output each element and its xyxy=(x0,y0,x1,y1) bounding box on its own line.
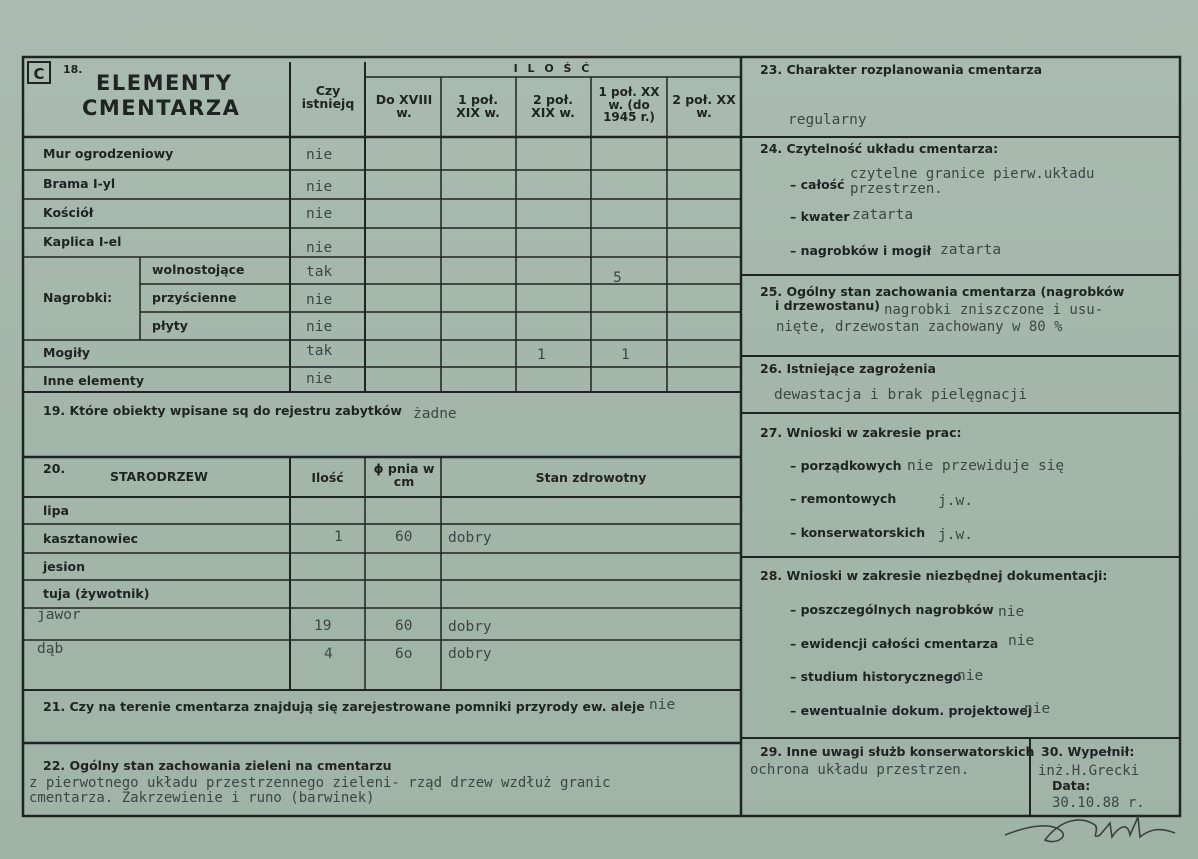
tree-name: lipa xyxy=(43,503,69,518)
s30-date: 30.10.88 r. xyxy=(1052,795,1145,811)
s27-item-label: – konserwatorskich xyxy=(790,525,926,540)
period-col-2: 1 poł. XIX w. xyxy=(456,92,500,121)
row-label: Kościół xyxy=(43,205,94,220)
s18-number: 18. xyxy=(63,63,83,76)
s27-item-value: j.w. xyxy=(938,493,973,509)
s22-label: 22. Ogólny stan zachowania zieleni na cmentarzu xyxy=(43,758,392,773)
tree-name: jesion xyxy=(43,559,85,574)
s20-title: STARODRZEW xyxy=(110,469,208,484)
s19-value: żadne xyxy=(413,406,457,422)
row-label: Mur ogrodzeniowy xyxy=(43,146,174,161)
tree-name: dąb xyxy=(37,641,64,657)
s24-nagrobkow-label: – nagrobków i mogił xyxy=(790,243,932,258)
s28-item-value: nie xyxy=(1024,701,1051,717)
tree-fi: 60 xyxy=(395,618,413,634)
tree-fi: 6o xyxy=(395,646,413,662)
nagrobki-label: Nagrobki: xyxy=(43,290,113,305)
tree-ilosc: 4 xyxy=(324,646,333,662)
s26-label: 26. Istniejące zagrożenia xyxy=(760,361,936,376)
s18-col-czy: Czy istniejq xyxy=(301,83,355,112)
row-czy: nie xyxy=(306,147,333,163)
nagrobki-czy: nie xyxy=(306,319,333,335)
s22-line2: cmentarza. Zakrzewienie i runo (barwinek) xyxy=(29,790,375,806)
s20-col-stan: Stan zdrowotny xyxy=(535,470,647,485)
mogily-count: 1 xyxy=(537,347,546,363)
period-col-5: 2 poł. XX w. xyxy=(672,92,736,121)
tree-name: tuja (żywotnik) xyxy=(43,586,150,601)
tree-ilosc: 1 xyxy=(334,529,343,545)
period-col-3: 2 poł. XIX w. xyxy=(531,92,575,121)
s20-col-fi: ϕ pnia w cm xyxy=(373,461,435,490)
s23-label: 23. Charakter rozplanowania cmentarza xyxy=(760,62,1043,77)
s26-value: dewastacja i brak pielęgnacji xyxy=(774,387,1028,403)
s25-label2: i drzewostanu) xyxy=(775,298,880,313)
s18-title-line1: ELEMENTY xyxy=(96,71,233,95)
s24-calosc-label: – całość xyxy=(790,177,845,192)
s28-item-label: – studium historycznego xyxy=(790,669,962,684)
nagrobki-type: płyty xyxy=(152,318,188,333)
s19-label: 19. Które obiekty wpisane sq do rejestru zabytków xyxy=(43,403,402,418)
s25-value1: nagrobki zniszczone i usu- xyxy=(884,302,1104,318)
row-czy: nie xyxy=(306,206,333,222)
tree-ilosc: 19 xyxy=(314,618,332,634)
s18-title-line2: CMENTARZA xyxy=(82,96,241,120)
period-col-1: Do XVIII w. xyxy=(375,92,433,121)
signature xyxy=(1000,805,1190,855)
row-label: Kaplica I-el xyxy=(43,234,122,249)
s24-kwater-value: zatarta xyxy=(852,207,914,223)
nagrobki-type: wolnostojące xyxy=(152,262,245,277)
period-col-4: 1 poł. XX w. (do 1945 r.) xyxy=(598,85,660,125)
s28-item-value: nie xyxy=(957,668,984,684)
s24-calosc-value1: czytelne granice pierw.układu xyxy=(850,166,1095,182)
s29-value: ochrona układu przestrzen. xyxy=(750,762,970,778)
inne-czy: nie xyxy=(306,371,333,387)
s27-item-label: – porządkowych xyxy=(790,458,902,473)
s22-line1: z pierwotnego układu przestrzennego zieleni- rząd drzew wzdłuż granic xyxy=(29,775,611,791)
s23-value: regularny xyxy=(788,112,867,128)
tree-name: jawor xyxy=(37,607,81,623)
s24-nagrobkow-value: zatarta xyxy=(940,242,1002,258)
mogily-label: Mogiły xyxy=(43,345,91,360)
s28-item-value: nie xyxy=(998,604,1025,620)
s30-name: inż.H.Grecki xyxy=(1038,763,1140,779)
s24-kwater-label: – kwater xyxy=(790,209,850,224)
s20-number: 20. xyxy=(43,461,66,476)
s28-item-label: – ewentualnie dokum. projektowej xyxy=(790,703,1033,718)
row-czy: nie xyxy=(306,240,333,256)
tree-name: kasztanowiec xyxy=(43,531,139,546)
tree-stan: dobry xyxy=(448,646,492,662)
s28-item-value: nie xyxy=(1008,633,1035,649)
s30-data-label: Data: xyxy=(1052,778,1091,793)
s27-item-value: j.w. xyxy=(938,527,973,543)
s28-label: 28. Wnioski w zakresie niezbędnej dokumentacji: xyxy=(760,568,1108,583)
s29-label: 29. Inne uwagi służb konserwatorskich xyxy=(760,744,1035,759)
s24-label: 24. Czytelność układu cmentarza: xyxy=(760,141,999,156)
section-letter: C xyxy=(27,61,51,84)
s25-value2: nięte, drzewostan zachowany w 80 % xyxy=(776,319,1063,335)
s28-item-label: – ewidencji całości cmentarza xyxy=(790,636,999,651)
s20-col-ilosc: Ilość xyxy=(311,470,344,485)
s30-label: 30. Wypełnił: xyxy=(1041,744,1135,759)
tree-fi: 60 xyxy=(395,529,413,545)
s27-item-label: – remontowych xyxy=(790,491,897,506)
s27-label: 27. Wnioski w zakresie prac: xyxy=(760,425,962,440)
nagrobki-czy: tak xyxy=(306,264,333,280)
tree-stan: dobry xyxy=(448,619,492,635)
nagrobki-czy: nie xyxy=(306,292,333,308)
s25-label1: 25. Ogólny stan zachowania cmentarza (nagrobków xyxy=(760,284,1125,299)
mogily-czy: tak xyxy=(306,343,333,359)
s21-label: 21. Czy na terenie cmentarza znajdują się zarejestrowane pomniki przyrody ew. aleje xyxy=(43,699,645,714)
nagrobki-type: przyścienne xyxy=(152,290,237,305)
s24-calosc-value2: przestrzen. xyxy=(850,181,943,197)
s27-item-value: nie przewiduje się xyxy=(907,458,1065,474)
inne-label: Inne elementy xyxy=(43,373,145,388)
s28-item-label: – poszczególnych nagrobków xyxy=(790,602,994,617)
s18-ilosc: I L O Ś Ć xyxy=(513,62,593,75)
s21-value: nie xyxy=(649,697,676,713)
nagrobki-count: 5 xyxy=(613,270,622,286)
row-label: Brama I-yl xyxy=(43,176,116,191)
tree-stan: dobry xyxy=(448,530,492,546)
row-czy: nie xyxy=(306,179,333,195)
mogily-count: 1 xyxy=(621,347,630,363)
